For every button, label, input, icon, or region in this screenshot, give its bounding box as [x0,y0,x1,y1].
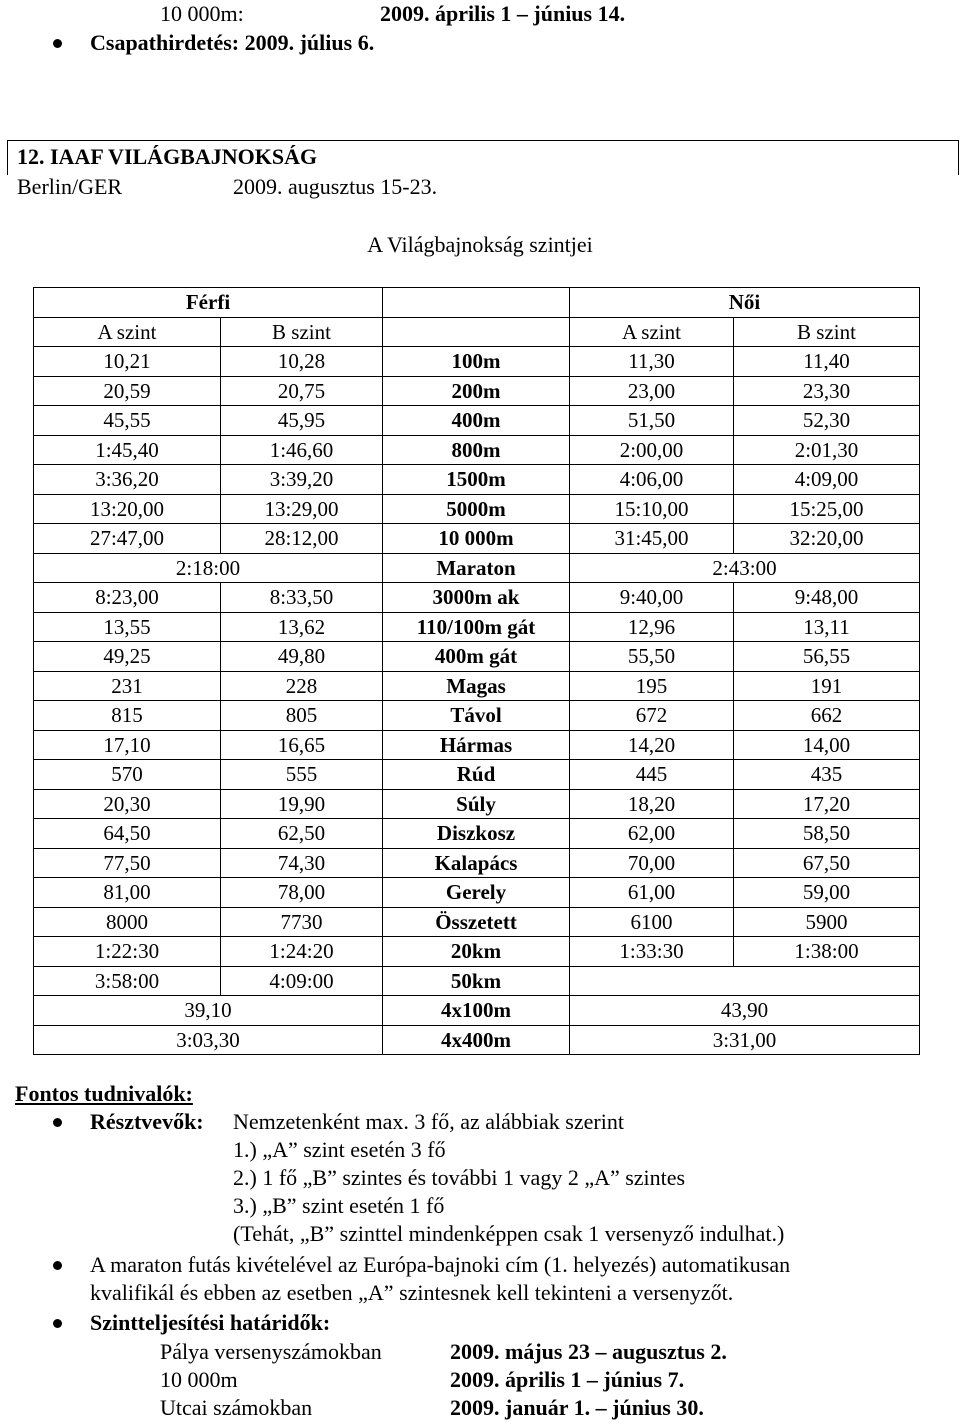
header-women: Női [570,288,920,318]
event-name: 100m [383,347,570,377]
men-a-value: 45,55 [34,406,221,436]
table-row [34,583,920,613]
event-name: Összetett [383,907,570,937]
men-b-value: 45,95 [221,406,383,436]
women-b-value: 67,50 [734,848,920,878]
table-row [34,730,920,760]
men-a-value: 3:58:00 [34,966,221,996]
men-b-value: 805 [221,701,383,731]
top-10000m-label: 10 000m: [160,1,244,26]
men-a-value: 27:47,00 [34,524,221,554]
deadline-label-road: Utcai számokban [160,1395,313,1420]
table-row [34,966,920,996]
men-value: 3:03,30 [34,1025,383,1055]
event-name: 20km [383,937,570,967]
women-b-value: 15:25,00 [734,494,920,524]
table-row [34,642,920,672]
event-name: 110/100m gát [383,612,570,642]
men-b-value: 228 [221,671,383,701]
women-b-value: 9:48,00 [734,583,920,613]
women-a-value: 31:45,00 [570,524,734,554]
deadline-label-10000m: 10 000m [160,1367,238,1392]
women-value: 3:31,00 [570,1025,920,1055]
men-b-value: 1:24:20 [221,937,383,967]
table-row [34,465,920,495]
header-event-blank-2 [383,317,570,347]
deadline-date-road: 2009. január 1. – június 30. [450,1395,704,1420]
rule-2: 2.) 1 fő „B” szintes és további 1 vagy 2 „A” szintes [233,1165,686,1190]
women-b-value: 32:20,00 [734,524,920,554]
men-b-value: 13,62 [221,612,383,642]
championship-location: Berlin/GER [17,174,123,199]
men-a-value: 570 [34,760,221,790]
women-a-value: 18,20 [570,789,734,819]
women-empty [570,966,920,996]
deadline-date-10000m: 2009. április 1 – június 7. [450,1367,685,1392]
top-line-10000m [160,1,244,27]
event-name: 50km [383,966,570,996]
event-name: 1500m [383,465,570,495]
men-b-value: 16,65 [221,730,383,760]
event-name: 10 000m [383,524,570,554]
table-row [34,789,920,819]
women-a-value: 4:06,00 [570,465,734,495]
event-name: Magas [383,671,570,701]
men-a-value: 49,25 [34,642,221,672]
table-row [34,819,920,849]
event-name: 800m [383,435,570,465]
women-b-value: 17,20 [734,789,920,819]
table-header-gender [34,288,920,318]
header-women-a: A szint [570,317,734,347]
table-row [34,701,920,731]
men-b-value: 28:12,00 [221,524,383,554]
men-value: 2:18:00 [34,553,383,583]
men-b-value: 10,28 [221,347,383,377]
table-row [34,553,920,583]
deadline-date-track: 2009. május 23 – augusztus 2. [450,1339,727,1364]
women-a-value: 55,50 [570,642,734,672]
women-b-value: 4:09,00 [734,465,920,495]
men-a-value: 8:23,00 [34,583,221,613]
men-b-value: 78,00 [221,878,383,908]
women-a-value: 6100 [570,907,734,937]
event-name: 3000m ak [383,583,570,613]
team-announcement-date: 2009. július 6. [244,30,375,55]
table-row [34,612,920,642]
event-name: Távol [383,701,570,731]
women-b-value: 59,00 [734,878,920,908]
women-a-value: 672 [570,701,734,731]
men-a-value: 13,55 [34,612,221,642]
men-b-value: 4:09:00 [221,966,383,996]
women-a-value: 62,00 [570,819,734,849]
table-row [34,524,920,554]
marathon-note-line1: A maraton futás kivételével az Európa-bajnoki cím (1. helyezés) automatikusan [90,1252,791,1277]
header-men-a: A szint [34,317,221,347]
deadline-label-track: Pálya versenyszámokban [160,1339,382,1364]
men-a-value: 20,30 [34,789,221,819]
women-b-value: 52,30 [734,406,920,436]
table-row [34,907,920,937]
participants-label: Résztvevők: [90,1109,204,1134]
men-a-value: 815 [34,701,221,731]
men-b-value: 20,75 [221,376,383,406]
women-value: 2:43:00 [570,553,920,583]
event-name: 400m [383,406,570,436]
women-a-value: 2:00,00 [570,435,734,465]
men-b-value: 7730 [221,907,383,937]
table-row [34,435,920,465]
notes-heading: Fontos tudnivalók: [15,1081,193,1106]
header-men: Férfi [34,288,383,318]
table-header-levels [34,317,920,347]
women-a-value: 14,20 [570,730,734,760]
table-row [34,996,920,1026]
event-name: 4x100m [383,996,570,1026]
table-row [34,406,920,436]
standards-title: A Világbajnokság szintjei [367,232,593,257]
women-b-value: 58,50 [734,819,920,849]
men-b-value: 13:29,00 [221,494,383,524]
table-row [34,376,920,406]
men-a-value: 8000 [34,907,221,937]
table-row [34,494,920,524]
standards-table [33,287,920,1055]
women-a-value: 70,00 [570,848,734,878]
men-b-value: 1:46,60 [221,435,383,465]
men-a-value: 1:22:30 [34,937,221,967]
table-row [34,347,920,377]
table-row [34,1025,920,1055]
marathon-note-line2: kvalifikál és ebben az esetben „A” szintesnek kell tekinteni a versenyzőt. [90,1280,734,1305]
women-b-value: 11,40 [734,347,920,377]
men-value: 39,10 [34,996,383,1026]
women-b-value: 1:38:00 [734,937,920,967]
event-name: 400m gát [383,642,570,672]
team-announcement-item [90,30,374,56]
women-b-value: 23,30 [734,376,920,406]
men-a-value: 1:45,40 [34,435,221,465]
men-a-value: 17,10 [34,730,221,760]
women-b-value: 435 [734,760,920,790]
rule-1: 1.) „A” szint esetén 3 fő [233,1137,446,1162]
women-a-value: 1:33:30 [570,937,734,967]
table-row [34,760,920,790]
event-name: Diszkosz [383,819,570,849]
women-b-value: 14,00 [734,730,920,760]
women-a-value: 15:10,00 [570,494,734,524]
deadlines-label: Szintteljesítési határidők: [90,1310,331,1335]
women-a-value: 195 [570,671,734,701]
women-a-value: 51,50 [570,406,734,436]
women-a-value: 23,00 [570,376,734,406]
women-b-value: 662 [734,701,920,731]
women-b-value: 2:01,30 [734,435,920,465]
team-announcement-label: Csapathirdetés: [90,30,240,55]
event-name: Hármas [383,730,570,760]
table-row [34,878,920,908]
women-a-value: 445 [570,760,734,790]
event-name: 200m [383,376,570,406]
women-b-value: 56,55 [734,642,920,672]
women-value: 43,90 [570,996,920,1026]
table-row [34,937,920,967]
header-women-b: B szint [734,317,920,347]
event-name: Kalapács [383,848,570,878]
header-event-blank [383,288,570,318]
men-b-value: 555 [221,760,383,790]
event-name: Súly [383,789,570,819]
participants-text: Nemzetenként max. 3 fő, az alábbiak szerint [233,1109,624,1134]
women-a-value: 9:40,00 [570,583,734,613]
event-name: Rúd [383,760,570,790]
table-row [34,848,920,878]
women-b-value: 191 [734,671,920,701]
women-a-value: 61,00 [570,878,734,908]
rule-3: 3.) „B” szint esetén 1 fő [233,1193,445,1218]
men-b-value: 62,50 [221,819,383,849]
event-name: 4x400m [383,1025,570,1055]
event-name: Gerely [383,878,570,908]
rule-note: (Tehát, „B” szinttel mindenképpen csak 1 versenyző indulhat.) [233,1221,785,1246]
men-b-value: 74,30 [221,848,383,878]
championship-dates: 2009. augusztus 15-23. [233,174,438,199]
men-a-value: 64,50 [34,819,221,849]
men-a-value: 10,21 [34,347,221,377]
women-a-value: 12,96 [570,612,734,642]
men-b-value: 3:39,20 [221,465,383,495]
men-b-value: 49,80 [221,642,383,672]
women-a-value: 11,30 [570,347,734,377]
event-name: 5000m [383,494,570,524]
header-men-b: B szint [221,317,383,347]
event-name: Maraton [383,553,570,583]
women-b-value: 5900 [734,907,920,937]
women-b-value: 13,11 [734,612,920,642]
men-b-value: 8:33,50 [221,583,383,613]
men-b-value: 19,90 [221,789,383,819]
top-10000m-date: 2009. április 1 – június 14. [380,1,626,26]
table-row [34,671,920,701]
men-a-value: 81,00 [34,878,221,908]
men-a-value: 13:20,00 [34,494,221,524]
men-a-value: 231 [34,671,221,701]
championship-title: 12. IAAF VILÁGBAJNOKSÁG [17,144,318,169]
men-a-value: 77,50 [34,848,221,878]
men-a-value: 3:36,20 [34,465,221,495]
men-a-value: 20,59 [34,376,221,406]
